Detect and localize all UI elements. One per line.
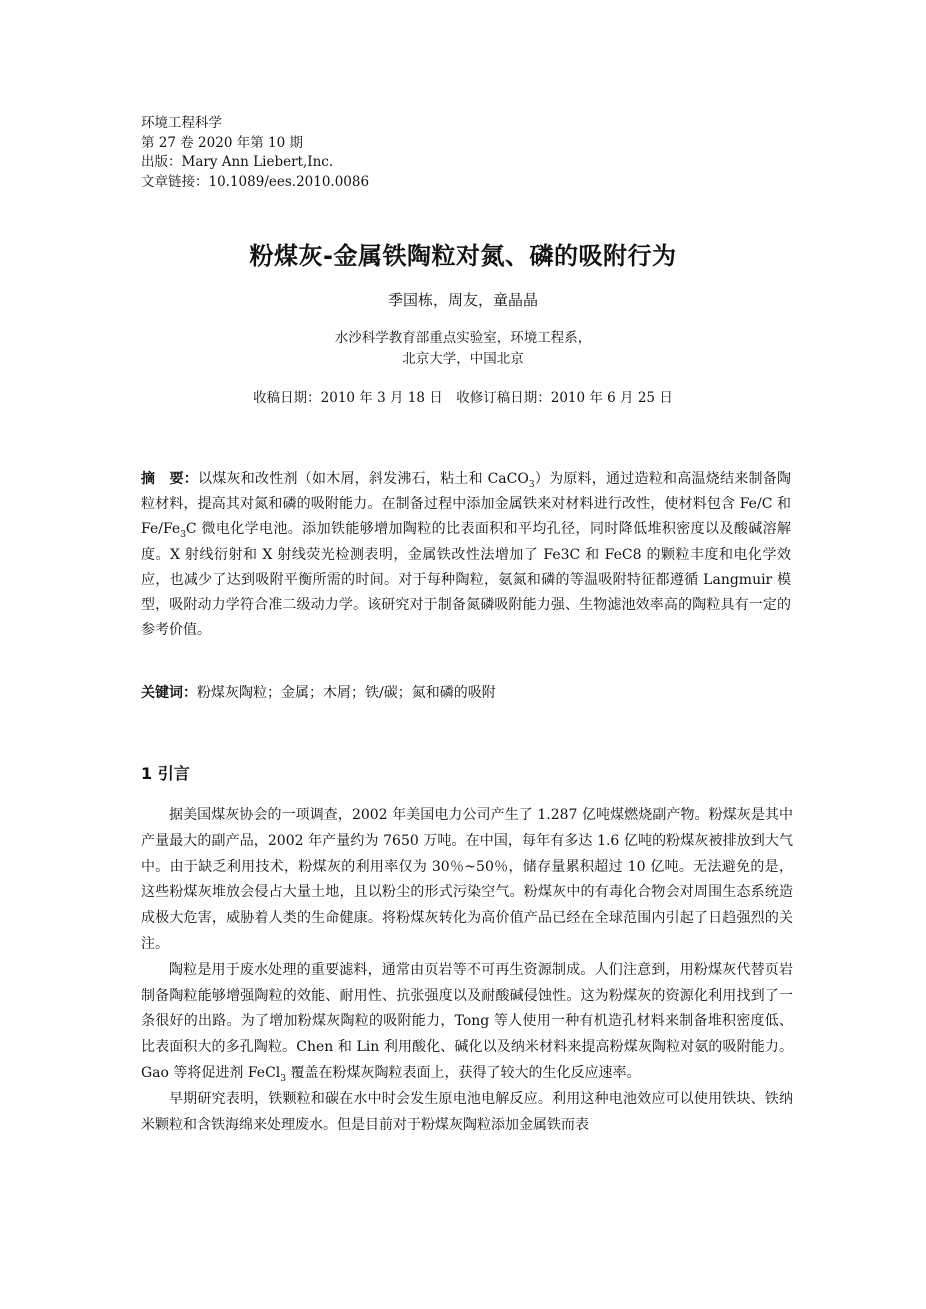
affiliation bbox=[0, 328, 926, 370]
section-heading: 1 引言 bbox=[141, 764, 190, 783]
keywords-label: 关键词： bbox=[141, 685, 197, 701]
abstract-subscript-2: 3 bbox=[180, 530, 186, 541]
keywords-text: 粉煤灰陶粒；金属；木屑；铁/碳；氮和磷的吸附 bbox=[197, 685, 496, 701]
article-doi: 文章链接：10.1089/ees.2010.0086 bbox=[141, 173, 370, 190]
abstract-text-2: ）为原料，通过造粒和高温烧结来制备陶粒材料，提高其对氮和磷的吸附能力。在制备过程中添加金属铁来对材料进行改性，使材料包含 Fe/C 和 Fe/Fe bbox=[141, 471, 791, 538]
paragraph-2 bbox=[141, 958, 793, 1087]
section-body bbox=[141, 803, 793, 1138]
author-list: 季国栋，周友，童晶晶 bbox=[387, 291, 538, 309]
journal-name: 环境工程科学 bbox=[141, 115, 222, 131]
abstract-text-1: 以煤灰和改性剂（如木屑，斜发沸石，粘土和 CaCO bbox=[197, 471, 529, 487]
journal-issue: 第 27 卷 2020 年第 10 期 bbox=[141, 134, 303, 151]
abstract-text-3: C 微电化学电池。添加铁能够增加陶粒的比表面积和平均孔径，同时降低堆积密度以及酸碱溶解度。X 射线衍射和 X 射线荧光检测表明，金属铁改性法增加了 Fe3C 和 FeC8 的颗粒丰度和电化学效应，也减少了达到吸附平衡所需的时间。对于每种陶粒，氨氮和磷的等温吸附特征都遵循 Langmuir 模型，吸附动力学符合准二级动力学。该研究对于制备氮磷吸附能力强、生物滤池效率高的陶粒具有一定的参考价值。 bbox=[141, 521, 791, 639]
publisher: 出版：Mary Ann Liebert,Inc. bbox=[141, 154, 334, 170]
paragraph-2-text-b: 覆盖在粉煤灰陶粒表面上，获得了较大的生化反应速率。 bbox=[286, 1064, 641, 1081]
keywords bbox=[141, 681, 791, 705]
paper-title: 粉煤灰-金属铁陶粒对氮、磷的吸附行为 bbox=[249, 242, 677, 270]
paragraph-3: 早期研究表明，铁颗粒和碳在水中时会发生原电池电解反应。利用这种电池效应可以使用铁块、铁纳米颗粒和含铁海绵来处理废水。但是目前对于粉煤灰陶粒添加金属铁而表 bbox=[141, 1090, 793, 1133]
received-dates: 收稿日期：2010 年 3 月 18 日 收修订稿日期：2010 年 6 月 25 日 bbox=[253, 390, 673, 406]
paragraph-1: 据美国煤灰协会的一项调查，2002 年美国电力公司产生了 1.287 亿吨煤燃烧副产物。粉煤灰是其中产量最大的副产品，2002 年产量约为 7650 万吨。在中国，每年有多达 1.6 亿吨的粉煤灰被排放到大气中。由于缺乏利用技术，粉煤灰的利用率仅为 30％~50％，储存量累积超过 10 亿吨。无法避免的是，这些粉煤灰堆放会侵占大量土地，且以粉尘的形式污染空气。粉煤灰中的有毒化合物会对周围生态系统造成极大危害，威胁着人类的生命健康。将粉煤灰转化为高价值产品已经在全球范围内引起了日趋强烈的关注。 bbox=[141, 807, 793, 952]
journal-meta bbox=[141, 114, 369, 192]
abstract-label: 摘 要： bbox=[141, 471, 198, 487]
abstract-subscript-1: 3 bbox=[528, 479, 535, 490]
paragraph-2-text-a: 陶粒是用于废水处理的重要滤料，通常由页岩等不可再生资源制成。人们注意到，用粉煤灰代替页岩制备陶粒能够增强陶粒的效能、耐用性、抗张强度以及耐酸碱侵蚀性。这为粉煤灰的资源化利用找到了一条很好的出路。为了增加粉煤灰陶粒的吸附能力，Tong 等人使用一种有机造孔材料来制备堆积密度低、比表面积大的多孔陶粒。Chen 和 Lin 利用酸化、碱化以及纳米材料来提高粉煤灰陶粒对氨的吸附能力。Gao 等将促进剂 FeCl bbox=[141, 961, 793, 1081]
affiliation-line-2: 北京大学，中国北京 bbox=[402, 351, 524, 367]
affiliation-line-1: 水沙科学教育部重点实验室，环境工程系， bbox=[334, 330, 592, 346]
abstract bbox=[141, 467, 791, 643]
paragraph-2-subscript: 3 bbox=[280, 1073, 287, 1084]
